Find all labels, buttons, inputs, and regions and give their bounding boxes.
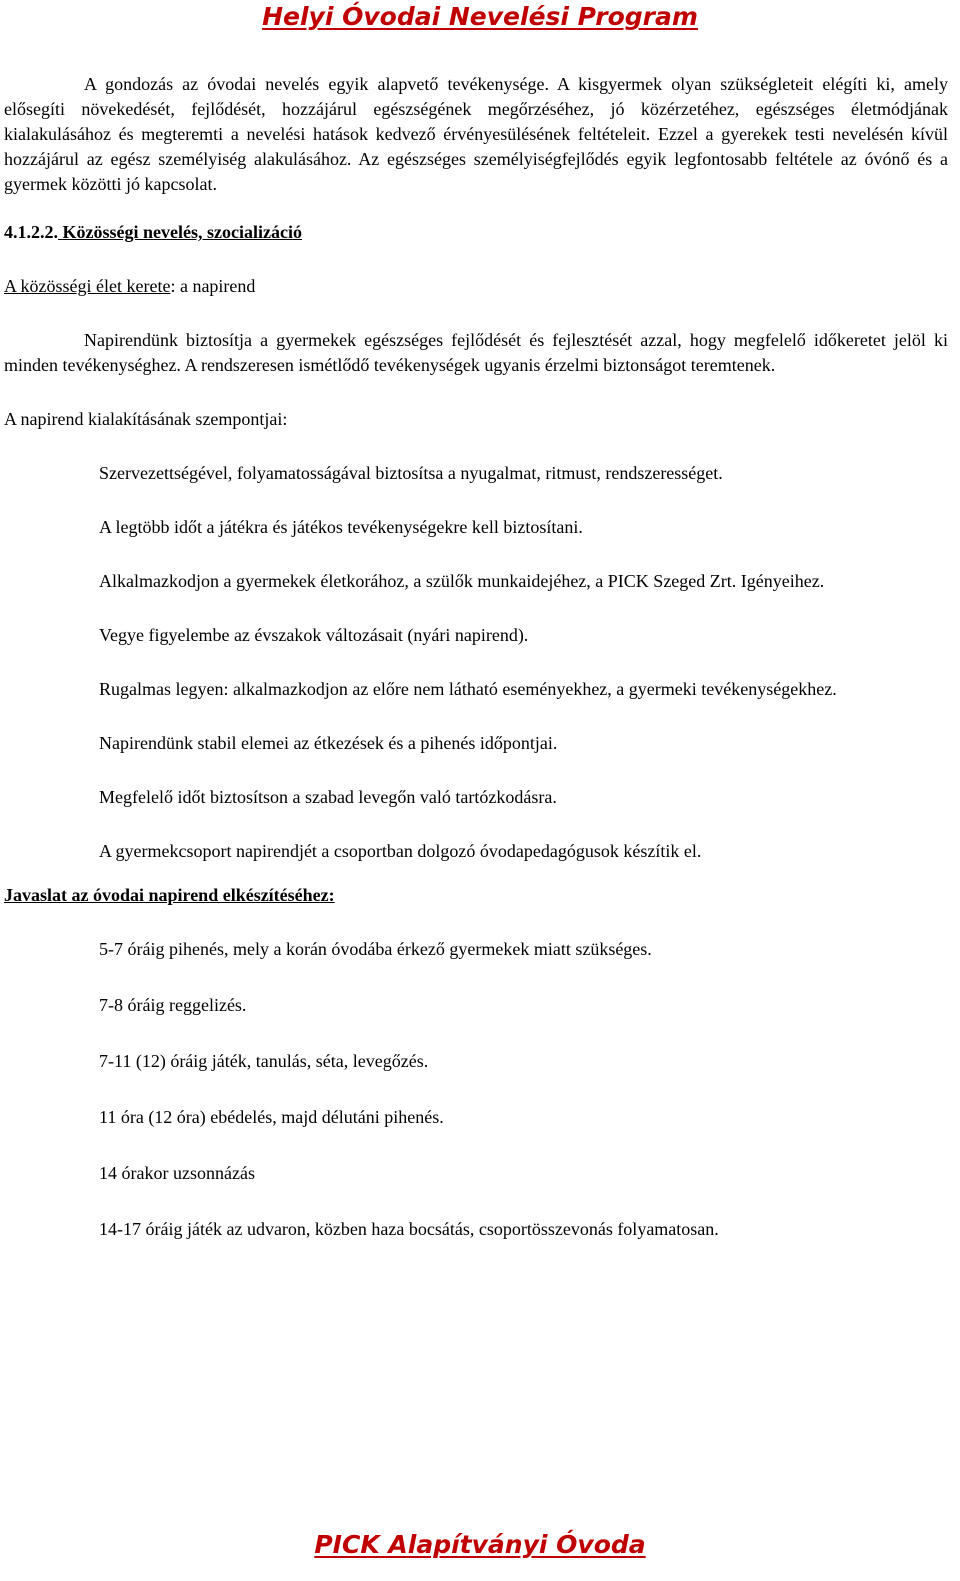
criteria-item: A gyermekcsoport napirendjét a csoportban dolgozó óvodapedagógusok készítik el.: [99, 841, 702, 861]
criteria-list: [4, 461, 948, 864]
criteria-item: Napirendünk stabil elemei az étkezések és a pihenés időpontjai.: [99, 733, 558, 753]
schedule-item: 5-7 óráig pihenés, mely a korán óvodába érkező gyermekek miatt szükséges.: [99, 939, 652, 959]
criteria-item: Alkalmazkodjon a gyermekek életkorához, a szülők munkaidejéhez, a PICK Szeged Zrt. Igényeihez.: [99, 571, 825, 591]
subheading-daily-routine: [4, 274, 948, 299]
intro-paragraph: A gondozás az óvodai nevelés egyik alapvető tevékenysége. A kisgyermek olyan szükségleteit elégíti ki, amely elősegíti növekedését, fejlődését, hozzájárul egészségének megőrzéséhez, jó közérzetéhez, egészséges életmódjának kialakulásához és megteremti a nevelési hatások kedvező érvényesülésének feltételeit. Ezzel a gyerekek testi nevelésén kívül hozzájárul az egész személyiség alakulásához. Az egészséges személyiségfejlődés egyik legfontosabb feltétele az óvónő és a gyermek közötti jó kapcsolat.: [4, 74, 948, 194]
schedule-list: [4, 937, 948, 1242]
schedule-item: 11 óra (12 óra) ebédelés, majd délutáni pihenés.: [99, 1107, 444, 1127]
schedule-heading: Javaslat az óvodai napirend elkészítéséhez:: [4, 885, 335, 905]
document-body: [4, 72, 948, 1242]
section-title: Közösségi nevelés, szocializáció: [62, 222, 302, 242]
subheading-underlined: A közösségi élet kerete: [4, 276, 171, 296]
daily-routine-paragraph: Napirendünk biztosítja a gyermekek egészséges fejlődését és fejlesztését azzal, hogy megfelelő időkeretet jelöl ki minden tevékenységhez. A rendszeresen ismétlődő tevékenységek ugyanis érzelmi biztonságot teremtenek.: [4, 330, 948, 375]
criteria-item: Megfelelő időt biztosítson a szabad levegőn való tartózkodásra.: [99, 787, 557, 807]
criteria-heading: A napirend kialakításának szempontjai:: [4, 409, 288, 429]
criteria-item: Szervezettségével, folyamatosságával biztosítsa a nyugalmat, ritmust, rendszerességet.: [99, 463, 723, 483]
schedule-item: 14-17 óráig játék az udvaron, közben haza bocsátás, csoportösszevonás folyamatosan.: [99, 1219, 719, 1239]
criteria-item: A legtöbb időt a játékra és játékos tevékenységekre kell biztosítani.: [99, 517, 583, 537]
schedule-item: 14 órakor uzsonnázás: [99, 1163, 255, 1183]
criteria-item: Vegye figyelembe az évszakok változásait (nyári napirend).: [99, 625, 529, 645]
subheading-rest: : a napirend: [170, 276, 256, 296]
schedule-item: 7-11 (12) óráig játék, tanulás, séta, levegőzés.: [99, 1051, 429, 1071]
page-footer-title: PICK Alapítványi Óvoda: [314, 1530, 646, 1559]
section-number: 4.1.2.2.: [4, 222, 58, 242]
section-heading: [4, 220, 948, 245]
page-header-title: Helyi Óvodai Nevelési Program: [262, 2, 698, 31]
criteria-item: Rugalmas legyen: alkalmazkodjon az előre nem látható eseményekhez, a gyermeki tevékenységekhez.: [99, 679, 837, 699]
schedule-item: 7-8 óráig reggelizés.: [99, 995, 247, 1015]
